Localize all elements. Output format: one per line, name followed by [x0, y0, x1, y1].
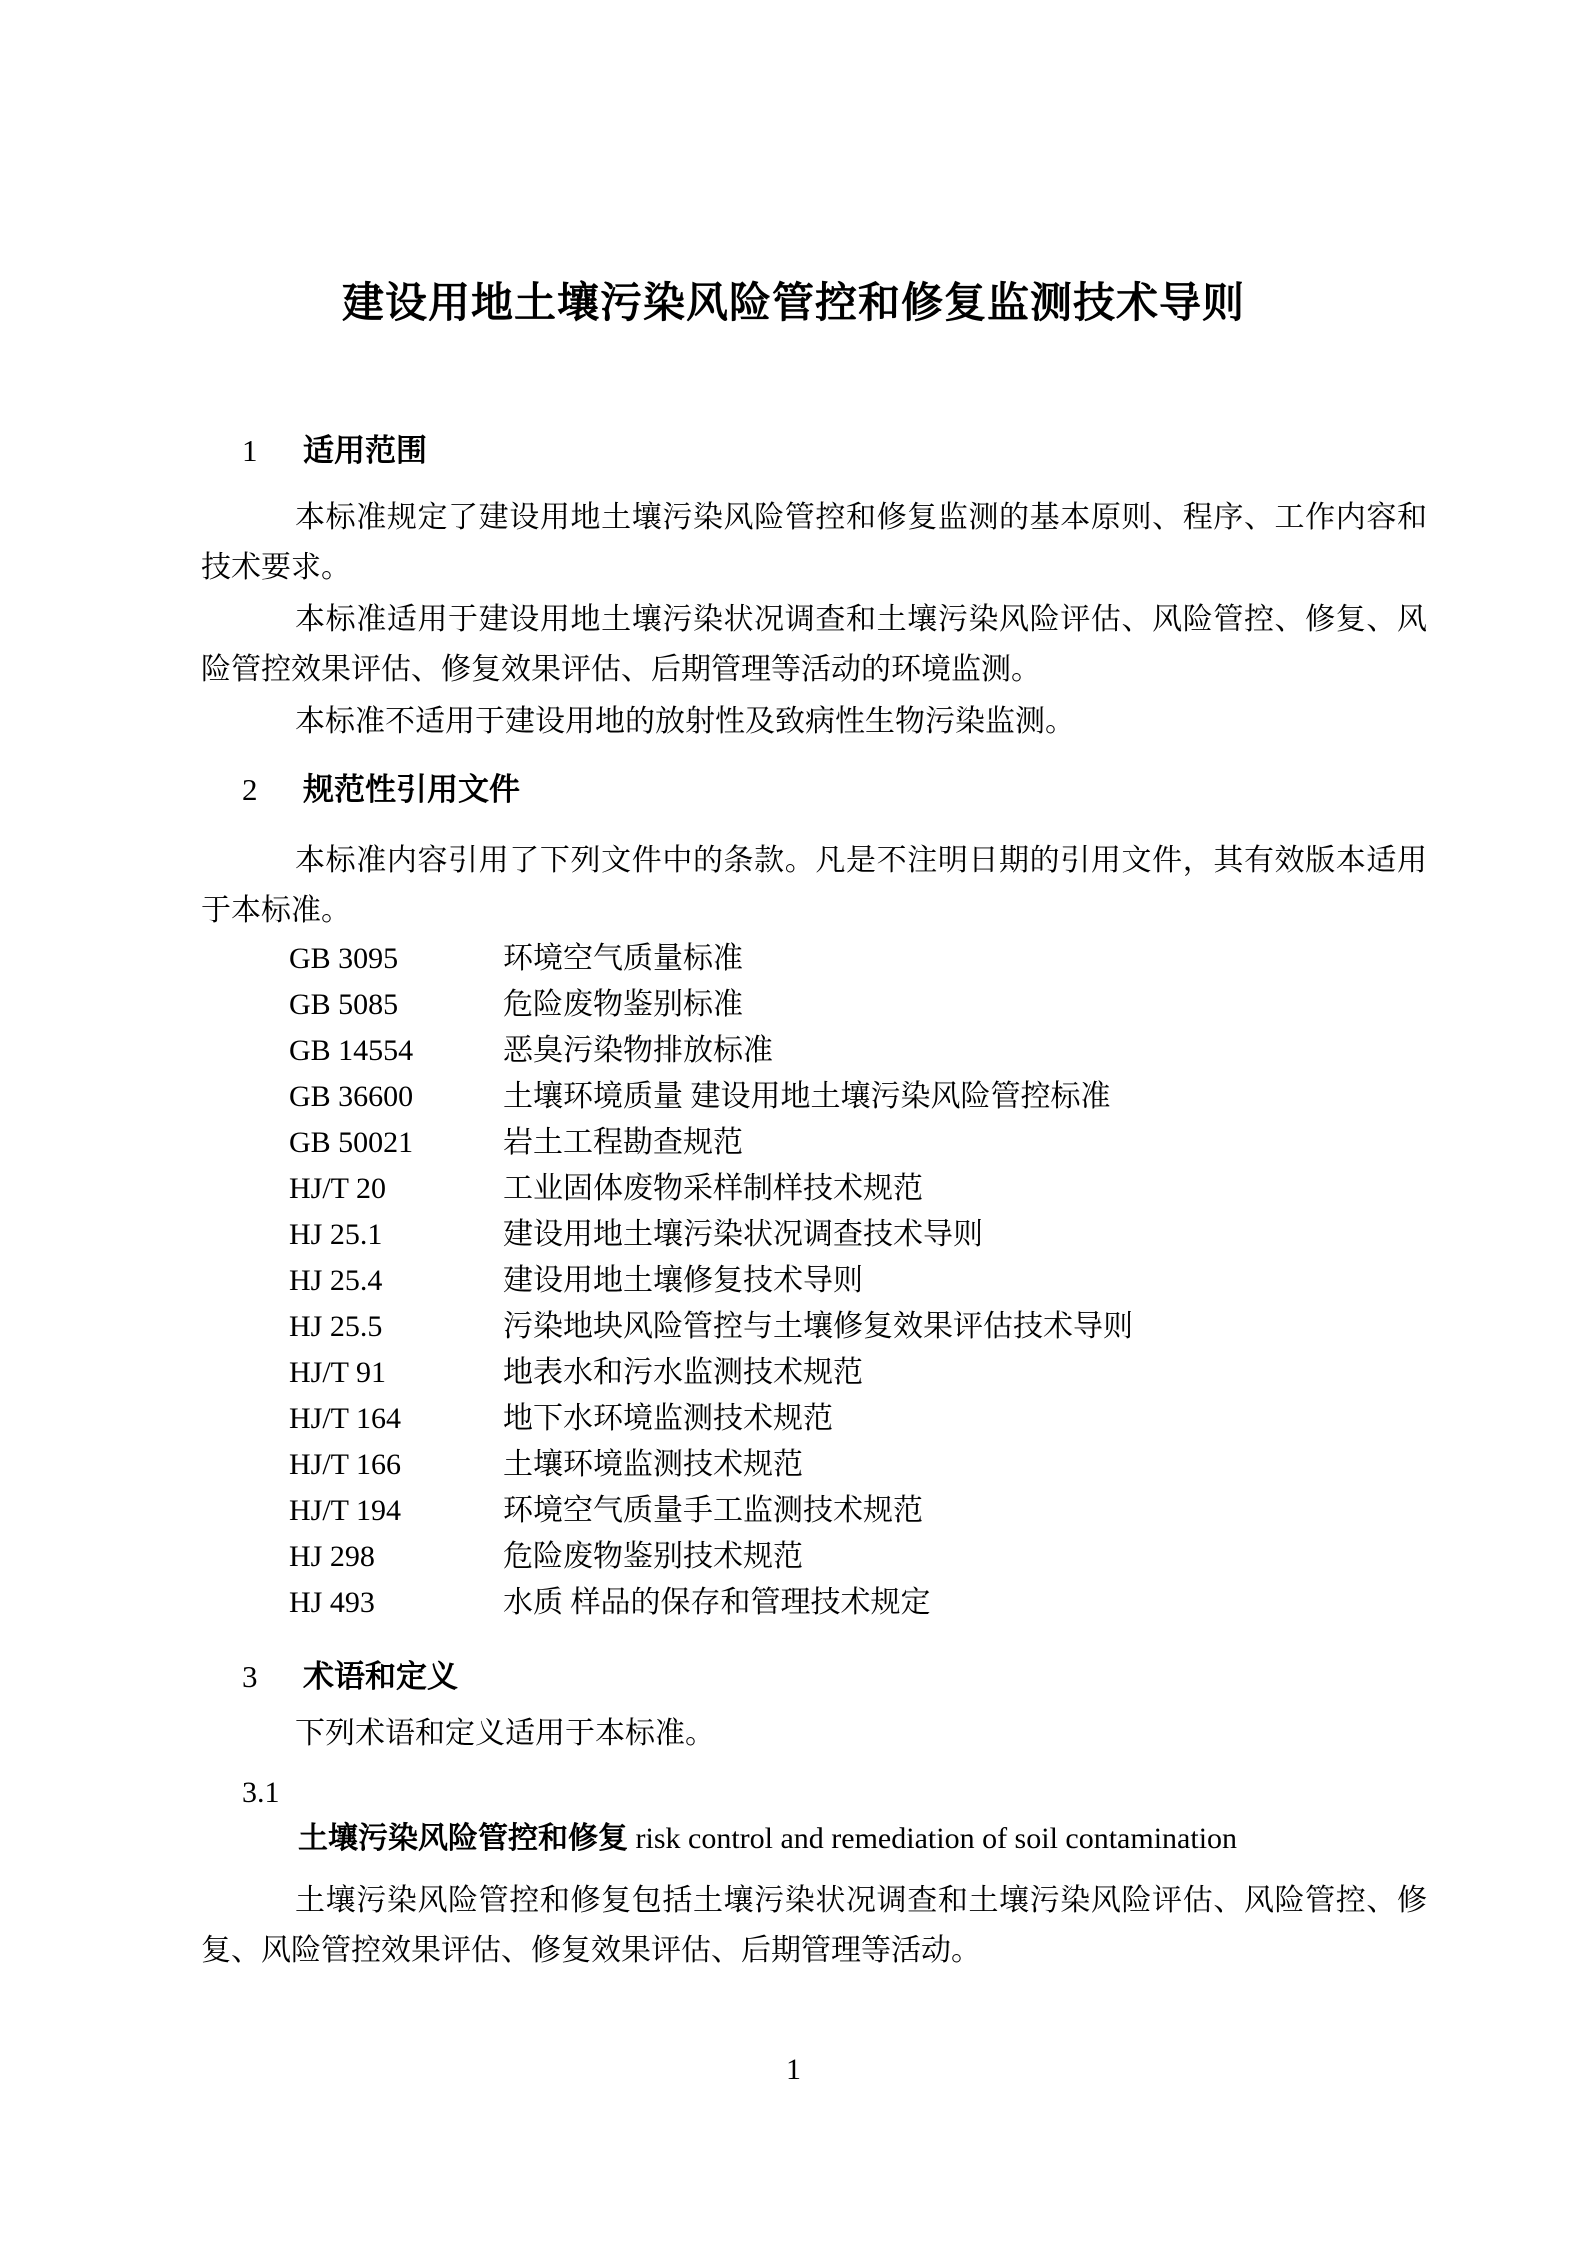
section-3-heading [201, 1658, 1427, 1696]
reference-title: 环境空气质量手工监测技术规范 [503, 1494, 923, 1527]
reference-row [201, 1580, 1427, 1626]
reference-code: HJ 25.4 [289, 1264, 383, 1297]
section-heading-label: 规范性引用文件 [303, 772, 520, 807]
reference-row [201, 1350, 1427, 1396]
reference-title: 污染地块风险管控与土壤修复效果评估技术导则 [503, 1310, 1133, 1343]
term-definition: 土壤污染风险管控和修复包括土壤污染状况调查和土壤污染风险评估、风险管控、修复、风险管控效果评估、修复效果评估、后期管理等活动。 [201, 1884, 1427, 1967]
paragraph: 本标准内容引用了下列文件中的条款。凡是不注明日期的引用文件，其有效版本适用于本标准。 [201, 844, 1427, 927]
reference-code: GB 50021 [289, 1126, 414, 1159]
reference-code: HJ 298 [289, 1540, 375, 1573]
section-1-heading [201, 432, 1427, 470]
reference-code: HJ/T 164 [289, 1402, 401, 1435]
reference-title: 建设用地土壤污染状况调查技术导则 [503, 1218, 983, 1251]
reference-title: 环境空气质量标准 [503, 942, 743, 975]
reference-row [201, 1258, 1427, 1304]
reference-code: HJ 25.1 [289, 1218, 383, 1251]
reference-title: 危险废物鉴别技术规范 [503, 1540, 803, 1573]
reference-title: 土壤环境质量 建设用地土壤污染风险管控标准 [503, 1080, 1111, 1113]
section-number: 2 [242, 772, 258, 807]
page-content [201, 0, 1427, 1976]
reference-row [201, 1442, 1427, 1488]
reference-row [201, 1074, 1427, 1120]
reference-title: 土壤环境监测技术规范 [503, 1448, 803, 1481]
section-heading-label: 术语和定义 [303, 1659, 458, 1694]
reference-row [201, 1488, 1427, 1534]
reference-row [201, 1212, 1427, 1258]
section-2-heading [201, 771, 1427, 809]
section-heading-label: 适用范围 [303, 433, 427, 468]
paragraph: 下列术语和定义适用于本标准。 [295, 1717, 715, 1750]
reference-row [201, 1120, 1427, 1166]
page-number: 1 [786, 2053, 801, 2086]
reference-row [201, 1028, 1427, 1074]
reference-row [201, 1534, 1427, 1580]
reference-row [201, 1304, 1427, 1350]
term-number: 3.1 [242, 1776, 280, 1809]
term-name-english: risk control and remediation of soil contamination [635, 1822, 1238, 1855]
reference-title: 危险废物鉴别标准 [503, 988, 743, 1021]
reference-code: HJ/T 20 [289, 1172, 386, 1205]
paragraph: 本标准适用于建设用地土壤污染状况调查和土壤污染风险评估、风险管控、修复、风险管控效果评估、修复效果评估、后期管理等活动的环境监测。 [201, 603, 1427, 686]
reference-code: HJ/T 166 [289, 1448, 401, 1481]
reference-title: 水质 样品的保存和管理技术规定 [503, 1586, 931, 1619]
term-line [201, 1817, 1427, 1861]
reference-code: GB 14554 [289, 1034, 414, 1067]
reference-title: 恶臭污染物排放标准 [503, 1034, 773, 1067]
reference-code: HJ 493 [289, 1586, 375, 1619]
reference-code: GB 5085 [289, 988, 399, 1021]
reference-row [201, 982, 1427, 1028]
reference-title: 建设用地土壤修复技术导则 [503, 1264, 863, 1297]
reference-code: GB 36600 [289, 1080, 414, 1113]
page-title: 建设用地土壤污染风险管控和修复监测技术导则 [341, 279, 1245, 326]
section-number: 1 [242, 433, 258, 468]
reference-row [201, 1396, 1427, 1442]
reference-code: GB 3095 [289, 942, 399, 975]
term-name-chinese: 土壤污染风险管控和修复 [298, 1822, 628, 1855]
reference-row [201, 1166, 1427, 1212]
reference-title: 地表水和污水监测技术规范 [503, 1356, 863, 1389]
section-number: 3 [242, 1659, 258, 1694]
reference-code: HJ/T 91 [289, 1356, 386, 1389]
reference-row [201, 936, 1427, 982]
reference-title: 工业固体废物采样制样技术规范 [503, 1172, 923, 1205]
reference-code: HJ 25.5 [289, 1310, 383, 1343]
reference-title: 地下水环境监测技术规范 [503, 1402, 833, 1435]
paragraph: 本标准不适用于建设用地的放射性及致病性生物污染监测。 [295, 705, 1075, 738]
paragraph: 本标准规定了建设用地土壤污染风险管控和修复监测的基本原则、程序、工作内容和技术要求。 [201, 501, 1427, 584]
normative-references-list [201, 936, 1427, 1626]
reference-code: HJ/T 194 [289, 1494, 401, 1527]
reference-title: 岩土工程勘查规范 [503, 1126, 743, 1159]
